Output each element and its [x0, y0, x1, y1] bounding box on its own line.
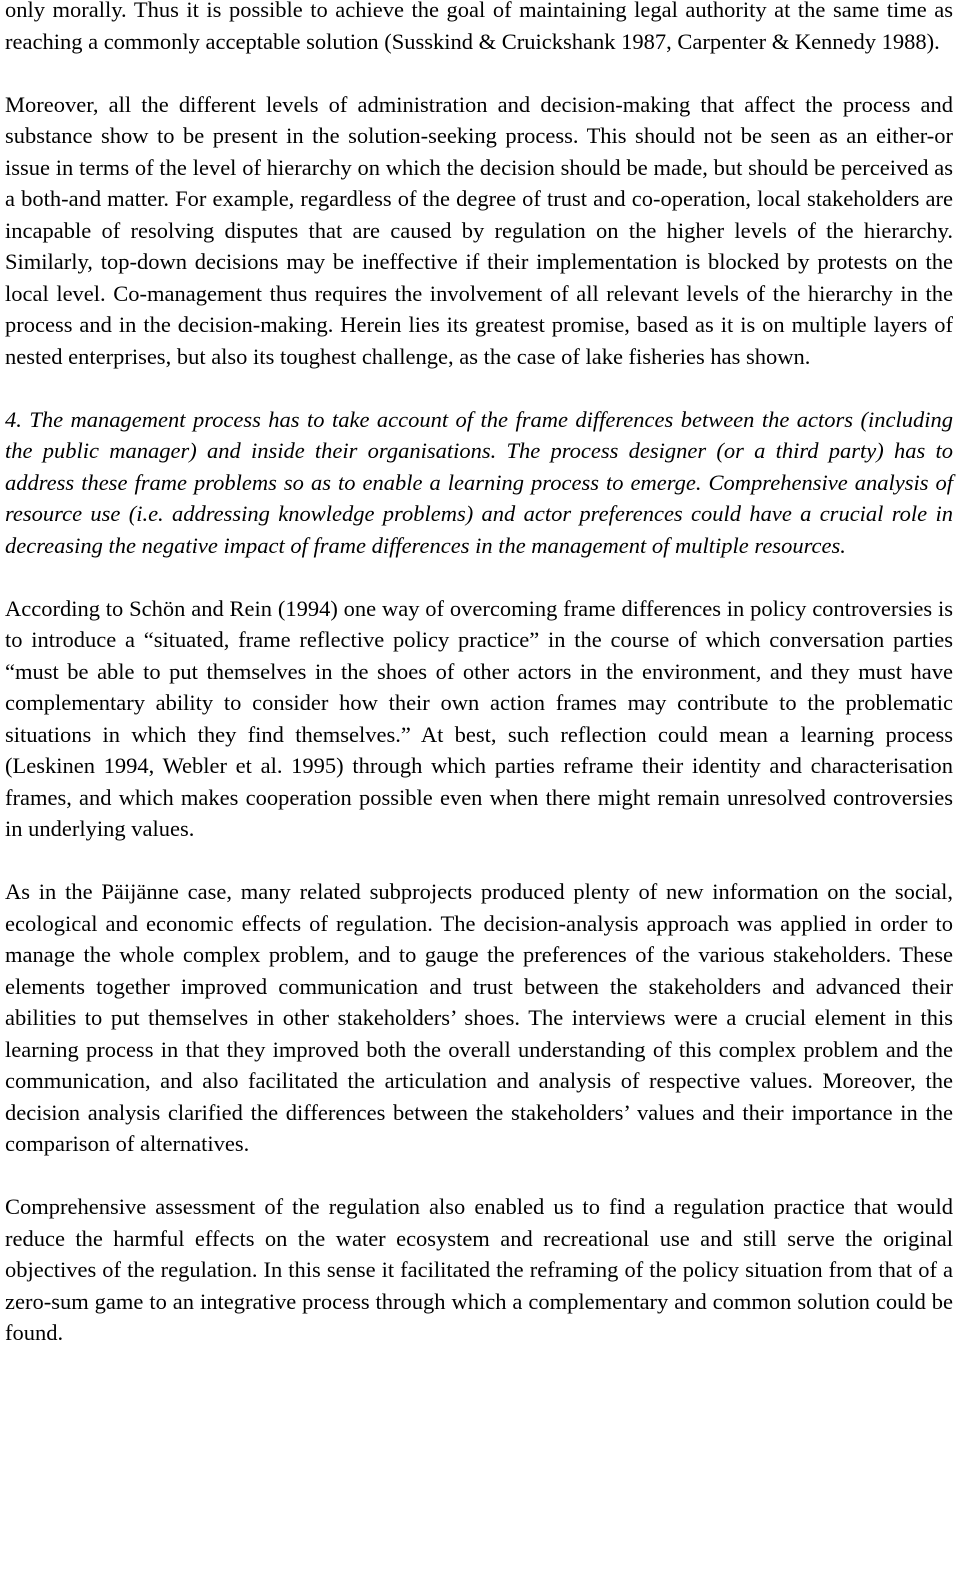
paragraph-frame-reflection: According to Schön and Rein (1994) one way of overcoming frame differences in policy controversies is to introduce a “situated, frame reflective policy practice” in the course of which conversation parties “must be able to put themselves in the shoes of other actors in the environment, and they must have complementary ability to consider how their own action frames may contribute to the problematic situations in which they find themselves.” At best, such reflection could mean a learning process (Leskinen 1994, Webler et al. 1995) through which parties reframe their identity and characterisation frames, and which makes cooperation possible even when there might remain unresolved controversies in underlying values.: [5, 595, 953, 841]
paragraph-paijanne-case: As in the Päijänne case, many related subprojects produced plenty of new information on the social, ecological and economic effects of regulation. The decision-analysis approach was applied in order to manage the whole complex problem, and to gauge the preferences of the various stakeholders. These elements together improved communication and trust between the stakeholders and advanced their abilities to put themselves in other stakeholders’ shoes. The interviews were a crucial element in this learning process in that they improved both the overall understanding of this complex problem and the communication, and also facilitated the articulation and analysis of respective values. Moreover, the decision analysis clarified the differences between the stakeholders’ values and their importance in the comparison of alternatives.: [5, 879, 953, 1156]
paragraph-comprehensive-assessment: Comprehensive assessment of the regulation also enabled us to find a regulation practice that would reduce the harmful effects on the water ecosystem and recreational use and still serve the original objectives of the regulation. In this sense it facilitated the reframing of the policy situation from that of a zero-sum game to an integrative process through which a complementary and common solution could be found.: [5, 1194, 953, 1345]
document-page: [5, 0, 953, 1349]
paragraph-proposition-4: 4. The management process has to take account of the frame differences between the actors (including the public manager) and inside their organisations. The process designer (or a third party) has to address these frame problems so as to enable a learning process to emerge. Comprehensive analysis of resource use (i.e. addressing knowledge problems) and actor preferences could have a crucial role in decreasing the negative impact of frame differences in the management of multiple resources.: [5, 406, 953, 558]
paragraph-hierarchy-levels: Moreover, all the different levels of administration and decision-making that affect the process and substance show to be present in the solution-seeking process. This should not be seen as an either-or issue in terms of the level of hierarchy on which the decision should be made, but should be perceived as a both-and matter. For example, regardless of the degree of trust and co-operation, local stakeholders are incapable of resolving disputes that are caused by regulation on the higher levels of the hierarchy. Similarly, top-down decisions may be ineffective if their implementation is blocked by protests on the local level. Co-management thus requires the involvement of all relevant levels of the hierarchy in the process and in the decision-making. Herein lies its greatest promise, based as it is on multiple layers of nested enterprises, but also its toughest challenge, as the case of lake fisheries has shown.: [5, 91, 953, 369]
paragraph-continuation: only morally. Thus it is possible to achieve the goal of maintaining legal authority at the same time as reaching a commonly acceptable solution (Susskind & Cruickshank 1987, Carpenter & Kennedy 1988).: [5, 0, 953, 54]
